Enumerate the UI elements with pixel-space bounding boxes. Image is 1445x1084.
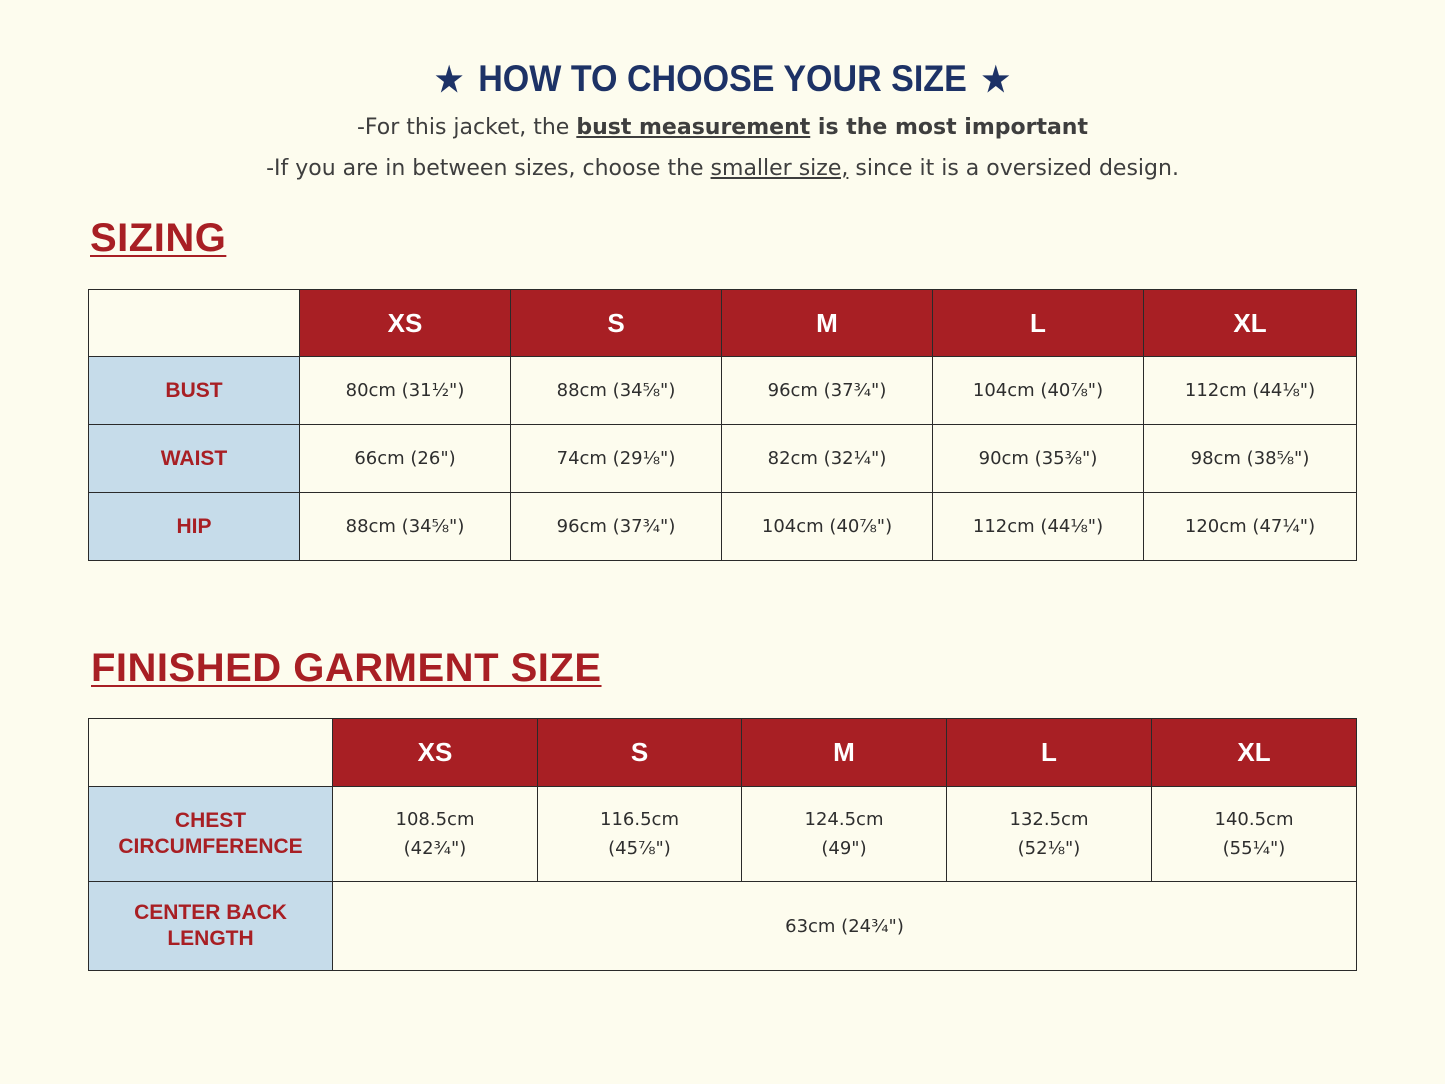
size-header-l: L <box>933 290 1144 357</box>
tip-between-prefix: -If you are in between sizes, choose the <box>266 156 711 181</box>
tip-bust-suffix: is the most important <box>810 115 1088 140</box>
size-header-xs: XS <box>333 719 538 787</box>
sizing-section-title: SIZING <box>90 216 227 260</box>
cell-cm-value: 132.5cm <box>1009 809 1089 830</box>
star-icon: ★ <box>435 61 464 99</box>
table-row <box>89 493 1357 561</box>
row-label-line: CENTER BACK <box>134 901 287 924</box>
size-header-xl: XL <box>1144 290 1357 357</box>
cell-inch-value: (42¾") <box>403 838 467 859</box>
cell-inch-value: (52⅛") <box>1017 838 1081 859</box>
table-cell <box>538 787 742 882</box>
table-cell: 96cm (37¾") <box>511 493 722 561</box>
table-cell: 104cm (40⅞") <box>933 357 1144 425</box>
sizing-header-row <box>89 290 1357 357</box>
garment-section-title: FINISHED GARMENT SIZE <box>91 646 602 690</box>
table-cell: 74cm (29⅛") <box>511 425 722 493</box>
table-row <box>89 425 1357 493</box>
cell-cm-value: 116.5cm <box>600 809 679 830</box>
page-title <box>58 58 1387 100</box>
table-row <box>89 787 1357 882</box>
cell-inch-value: (45⅞") <box>608 838 671 859</box>
tip-between-emphasis: smaller size, <box>710 156 849 181</box>
table-cell <box>333 787 538 882</box>
table-cell: 98cm (38⅝") <box>1144 425 1357 493</box>
row-label-bust: BUST <box>89 357 300 425</box>
cell-cm-value: 108.5cm <box>395 809 475 830</box>
row-label-chest-circumference <box>89 787 333 882</box>
table-corner-cell <box>89 290 300 357</box>
table-cell: 88cm (34⅝") <box>511 357 722 425</box>
table-cell <box>742 787 947 882</box>
table-row <box>89 882 1357 971</box>
size-header-m: M <box>722 290 933 357</box>
row-label-hip: HIP <box>89 493 300 561</box>
sizing-table <box>88 289 1357 561</box>
tip-bust-emphasis: bust measurement <box>576 115 811 140</box>
table-cell: 96cm (37¾") <box>722 357 933 425</box>
row-label-center-back-length <box>89 882 333 971</box>
size-header-m: M <box>742 719 947 787</box>
table-cell: 88cm (34⅝") <box>300 493 511 561</box>
tip-between-sizes-note <box>0 156 1445 181</box>
table-cell: 112cm (44⅛") <box>933 493 1144 561</box>
table-cell: 63cm (24¾") <box>333 882 1357 971</box>
size-header-xl: XL <box>1152 719 1357 787</box>
cell-inch-value: (49") <box>821 838 867 859</box>
table-corner-cell <box>89 719 333 787</box>
size-header-s: S <box>511 290 722 357</box>
tip-bust-prefix: -For this jacket, the <box>356 115 577 140</box>
table-cell <box>1152 787 1357 882</box>
page-title-text: HOW TO CHOOSE YOUR SIZE <box>478 58 967 99</box>
tip-bust-note <box>0 115 1445 140</box>
table-cell: 66cm (26") <box>300 425 511 493</box>
size-header-l: L <box>947 719 1152 787</box>
table-cell <box>947 787 1152 882</box>
row-label-waist: WAIST <box>89 425 300 493</box>
table-cell: 112cm (44⅛") <box>1144 357 1357 425</box>
star-icon: ★ <box>981 61 1010 99</box>
table-row <box>89 357 1357 425</box>
table-cell: 80cm (31½") <box>300 357 511 425</box>
table-cell: 82cm (32¼") <box>722 425 933 493</box>
row-label-line: CHEST <box>174 809 247 832</box>
table-cell: 90cm (35⅜") <box>933 425 1144 493</box>
garment-header-row <box>89 719 1357 787</box>
table-cell: 104cm (40⅞") <box>722 493 933 561</box>
size-header-s: S <box>538 719 742 787</box>
tip-between-suffix: since it is a oversized design. <box>848 156 1179 181</box>
row-label-line: CIRCUMFERENCE <box>118 835 303 858</box>
garment-size-table <box>88 718 1357 971</box>
row-label-line: LENGTH <box>167 927 254 950</box>
table-cell: 120cm (47¼") <box>1144 493 1357 561</box>
cell-cm-value: 140.5cm <box>1214 809 1294 830</box>
cell-inch-value: (55¼") <box>1222 838 1286 859</box>
cell-cm-value: 124.5cm <box>804 809 884 830</box>
size-header-xs: XS <box>300 290 511 357</box>
